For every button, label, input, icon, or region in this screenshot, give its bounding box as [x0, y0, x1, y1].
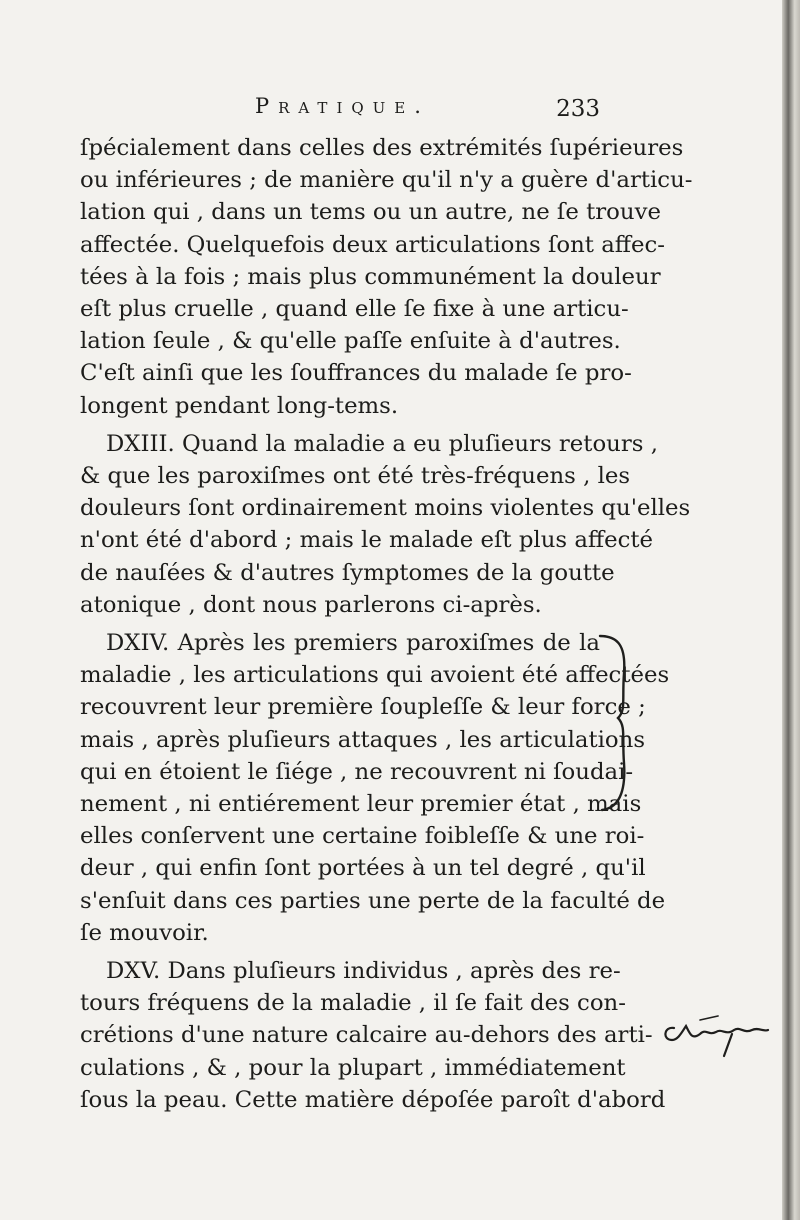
text-line: DXV. Dans pluſieurs individus , après des re-	[106, 958, 621, 985]
text-line: maladie , les articulations qui avoient été affectées	[80, 662, 670, 689]
text-line: DXIII. Quand la maladie a eu pluſieurs retours ,	[106, 430, 658, 457]
text-line: culations , & , pour la plupart , immédiatement	[80, 1054, 626, 1081]
book-gutter	[782, 0, 800, 1220]
body-text	[80, 132, 693, 1116]
paragraph-dxv	[80, 955, 666, 1116]
handwritten-margin-note-icon	[660, 1010, 772, 1060]
text-line: ſpécialement dans celles des extrémités ſupérieures	[80, 135, 684, 161]
text-line: de nauſées & d'autres ſymptomes de la goutte	[80, 559, 615, 586]
text-line: n'ont été d'abord ; mais le malade eſt plus affecté	[80, 527, 654, 554]
text-line: ſous la peau. Cette matière dépoſée paroît d'abord	[80, 1086, 666, 1113]
text-line: nement , ni entiérement leur premier état , mais	[80, 791, 642, 818]
text-line: eſt plus cruelle , quand elle ſe fixe à une articu-	[80, 296, 629, 323]
text-line: tours fréquens de la maladie , il ſe fait des con-	[80, 990, 626, 1017]
text-line: deur , qui enfin ſont portées à un tel degré , qu'il	[80, 855, 646, 882]
text-line: crétions d'une nature calcaire au-dehors des arti-	[80, 1022, 653, 1049]
text-line: tées à la fois ; mais plus communément la douleur	[80, 263, 661, 290]
text-line: affectée. Quelquefois deux articulations ſont affec-	[80, 231, 665, 258]
text-line: elles conſervent une certaine foibleſſe & une roi-	[80, 823, 645, 850]
text-line: longent pendant long-tems.	[80, 392, 399, 419]
text-line: lation qui , dans un tems ou un autre, ne ſe trouve	[80, 199, 661, 226]
text-line: s'enſuit dans ces parties une perte de la faculté de	[80, 887, 666, 914]
text-line: recouvrent leur première ſoupleſſe & leur force ;	[80, 694, 646, 721]
text-line: atonique , dont nous parlerons ci-après.	[80, 591, 542, 618]
text-line: ou inférieures ; de manière qu'il n'y a guère d'articu-	[80, 167, 693, 194]
running-head	[80, 94, 600, 130]
text-line: ſe mouvoir.	[80, 919, 209, 946]
text-line: & que les paroxiſmes ont été très-fréquens , les	[80, 463, 631, 490]
paragraph	[80, 132, 693, 422]
running-title: Pratique.	[255, 94, 430, 118]
text-line: DXIV. Après les premiers paroxiſmes de la	[106, 630, 600, 657]
paragraph-dxiv	[80, 627, 670, 949]
text-line: lation ſeule , & qu'elle paſſe enſuite à d'autres.	[80, 328, 621, 355]
paragraph-dxiii	[80, 428, 691, 621]
text-line: douleurs ſont ordinairement moins violentes qu'elles	[80, 495, 691, 522]
text-line: mais , après pluſieurs attaques , les articulations	[80, 726, 646, 753]
page-number: 233	[556, 96, 600, 122]
text-line: qui en étoient le ſiége , ne recouvrent ni ſoudai-	[80, 758, 634, 785]
text-line: C'eſt ainſi que les ſouffrances du malade ſe pro-	[80, 360, 632, 387]
handwritten-bracket-icon	[596, 628, 638, 818]
